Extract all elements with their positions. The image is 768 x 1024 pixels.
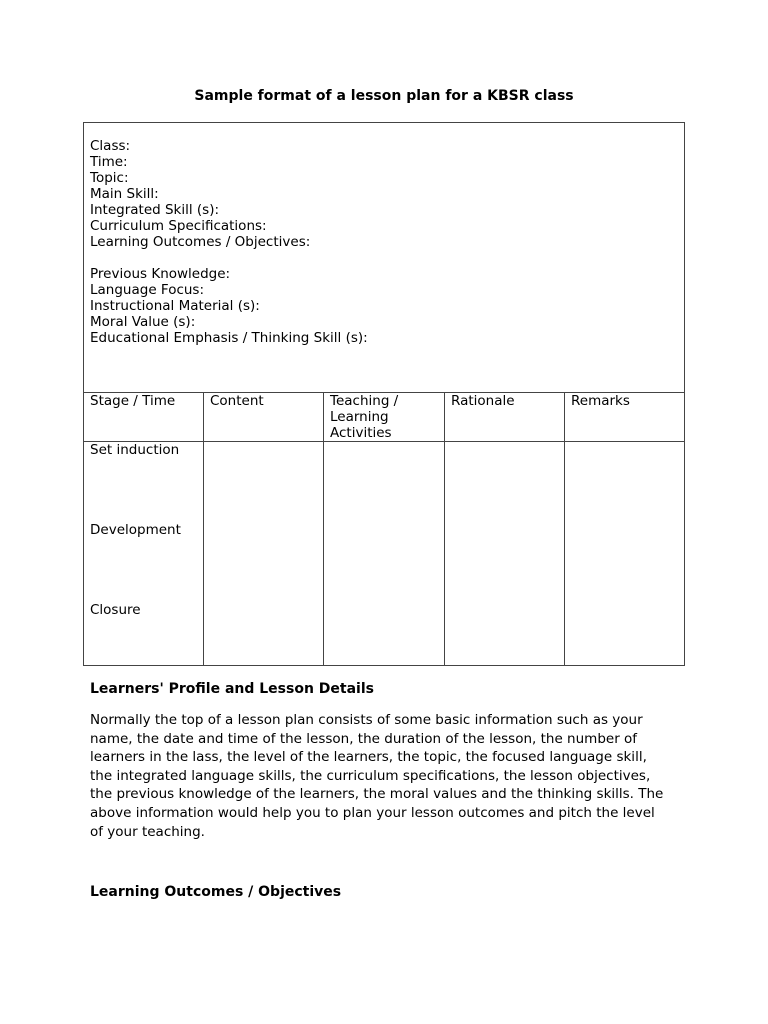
- header-teaching-line: Activities: [330, 425, 392, 441]
- field-educational-emphasis: Educational Emphasis / Thinking Skill (s):: [90, 330, 368, 346]
- paragraph-line: the integrated language skills, the curriculum specifications, the lesson objectives,: [90, 767, 651, 784]
- section-paragraph: [90, 711, 690, 841]
- column-divider: [323, 392, 324, 665]
- stage-development: Development: [90, 522, 181, 538]
- field-language-focus: Language Focus:: [90, 282, 205, 298]
- document-title: Sample format of a lesson plan for a KBSR class: [194, 88, 574, 104]
- field-learning-outcomes: Learning Outcomes / Objectives:: [90, 234, 311, 250]
- lesson-plan-form: [83, 122, 685, 666]
- column-divider: [564, 392, 565, 665]
- section-heading-learners-profile: Learners' Profile and Lesson Details: [90, 681, 374, 697]
- paragraph-line: of your teaching.: [90, 823, 205, 840]
- paragraph-line: Normally the top of a lesson plan consists of some basic information such as your: [90, 712, 643, 728]
- paragraph-line: above information would help you to plan your lesson outcomes and pitch the level: [90, 804, 655, 821]
- field-integrated-skill: Integrated Skill (s):: [90, 202, 220, 218]
- field-time: Time:: [90, 154, 128, 170]
- header-teaching-line: Learning: [330, 409, 389, 425]
- field-instructional-material: Instructional Material (s):: [90, 298, 260, 314]
- field-curriculum-specifications: Curriculum Specifications:: [90, 218, 267, 234]
- stage-closure: Closure: [90, 602, 141, 618]
- field-moral-value: Moral Value (s):: [90, 314, 196, 330]
- section-heading-learning-outcomes: Learning Outcomes / Objectives: [90, 884, 342, 900]
- header-teaching-line: Teaching /: [330, 393, 399, 409]
- paragraph-line: learners in the lass, the level of the learners, the topic, the focused language skill,: [90, 749, 647, 766]
- header-rationale: Rationale: [451, 393, 515, 409]
- header-content: Content: [210, 393, 264, 409]
- info-fields: [90, 138, 368, 346]
- field-previous-knowledge: Previous Knowledge:: [90, 266, 231, 282]
- paragraph-line: the previous knowledge of the learners, the moral values and the thinking skills. The: [90, 786, 664, 803]
- field-topic: Topic:: [90, 170, 129, 186]
- header-remarks: Remarks: [571, 393, 630, 409]
- header-stage-time: Stage / Time: [90, 393, 176, 409]
- header-teaching-activities: [330, 393, 398, 441]
- stage-set-induction: Set induction: [90, 442, 180, 458]
- column-divider: [203, 392, 204, 665]
- column-divider: [444, 392, 445, 665]
- field-main-skill: Main Skill:: [90, 186, 159, 202]
- paragraph-line: name, the date and time of the lesson, the duration of the lesson, the number of: [90, 730, 638, 747]
- field-class: Class:: [90, 138, 131, 154]
